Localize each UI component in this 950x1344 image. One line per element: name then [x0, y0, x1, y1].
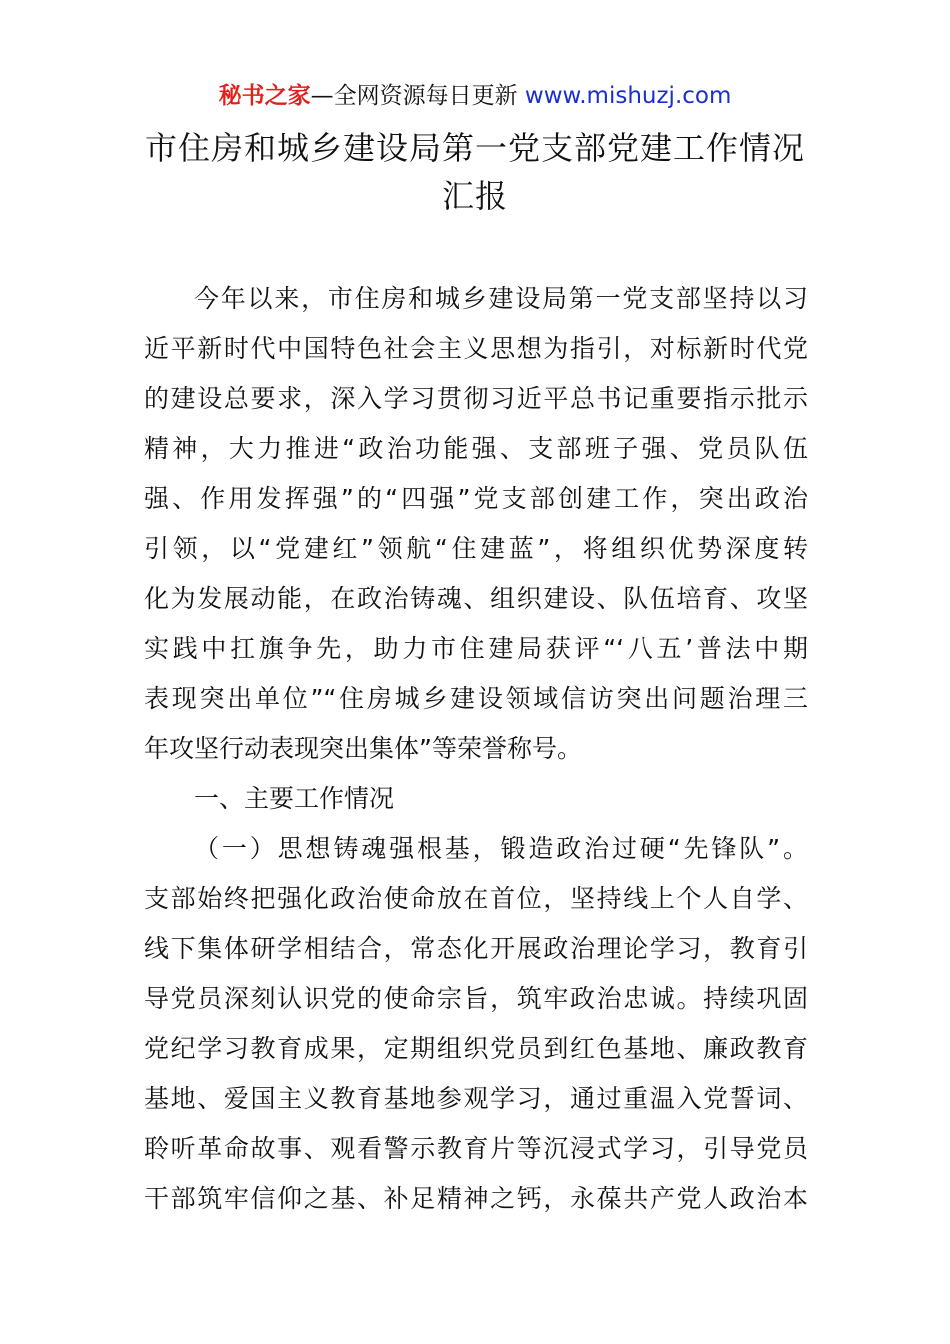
paragraph-line: 今年以来，市住房和城乡建设局第一党支部坚持以习 — [194, 284, 808, 313]
site-url-link[interactable]: www.mishuzj.com — [524, 83, 732, 109]
paragraph-line: 实践中扛旗争先，助力市住建局获评“‘八五’普法中期 — [144, 634, 808, 663]
paragraph-line: 化为发展动能，在政治铸魂、组织建设、队伍培育、攻坚 — [144, 584, 808, 613]
paragraph-line: 引领，以“党建红”领航“住建蓝”，将组织优势深度转 — [144, 534, 808, 563]
document-title — [0, 124, 950, 220]
paragraph-line: 的建设总要求，深入学习贯彻习近平总书记重要指示批示 — [144, 384, 808, 413]
paragraph-line: 近平新时代中国特色社会主义思想为指引，对标新时代党 — [144, 334, 808, 363]
site-header — [0, 80, 950, 112]
section-heading: 一、主要工作情况 — [194, 784, 395, 813]
paragraph-line: 基地、爱国主义教育基地参观学习，通过重温入党誓词、 — [144, 1084, 808, 1113]
paragraph-line: 干部筑牢信仰之基、补足精神之钙，永葆共产党人政治本 — [144, 1184, 808, 1213]
site-brand: 秘书之家 — [218, 83, 311, 109]
title-line-2: 汇报 — [441, 177, 508, 215]
title-line-1: 市住房和城乡建设局第一党支部党建工作情况 — [144, 129, 805, 167]
paragraph-line: 年攻坚行动表现突出集体”等荣誉称号。 — [144, 734, 582, 763]
paragraph-line: 强、作用发挥强”的“四强”党支部创建工作，突出政治 — [144, 484, 808, 513]
paragraph-line: 线下集体研学相结合，常态化开展政治理论学习，教育引 — [144, 934, 808, 963]
site-tagline: —全网资源每日更新 — [310, 83, 518, 109]
document-body — [144, 274, 808, 1224]
paragraph-line: 支部始终把强化政治使命放在首位，坚持线上个人自学、 — [144, 884, 808, 913]
subsection-heading: （一）思想铸魂强根基，锻造政治过硬“先锋队”。 — [194, 834, 808, 863]
paragraph-line: 导党员深刻认识党的使命宗旨，筑牢政治忠诚。持续巩固 — [144, 984, 808, 1013]
paragraph-line: 聆听革命故事、观看警示教育片等沉浸式学习，引导党员 — [144, 1134, 808, 1163]
paragraph-line: 党纪学习教育成果，定期组织党员到红色基地、廉政教育 — [144, 1034, 808, 1063]
paragraph-line: 表现突出单位”“住房城乡建设领域信访突出问题治理三 — [144, 684, 808, 713]
paragraph-line: 精神，大力推进“政治功能强、支部班子强、党员队伍 — [144, 434, 808, 463]
